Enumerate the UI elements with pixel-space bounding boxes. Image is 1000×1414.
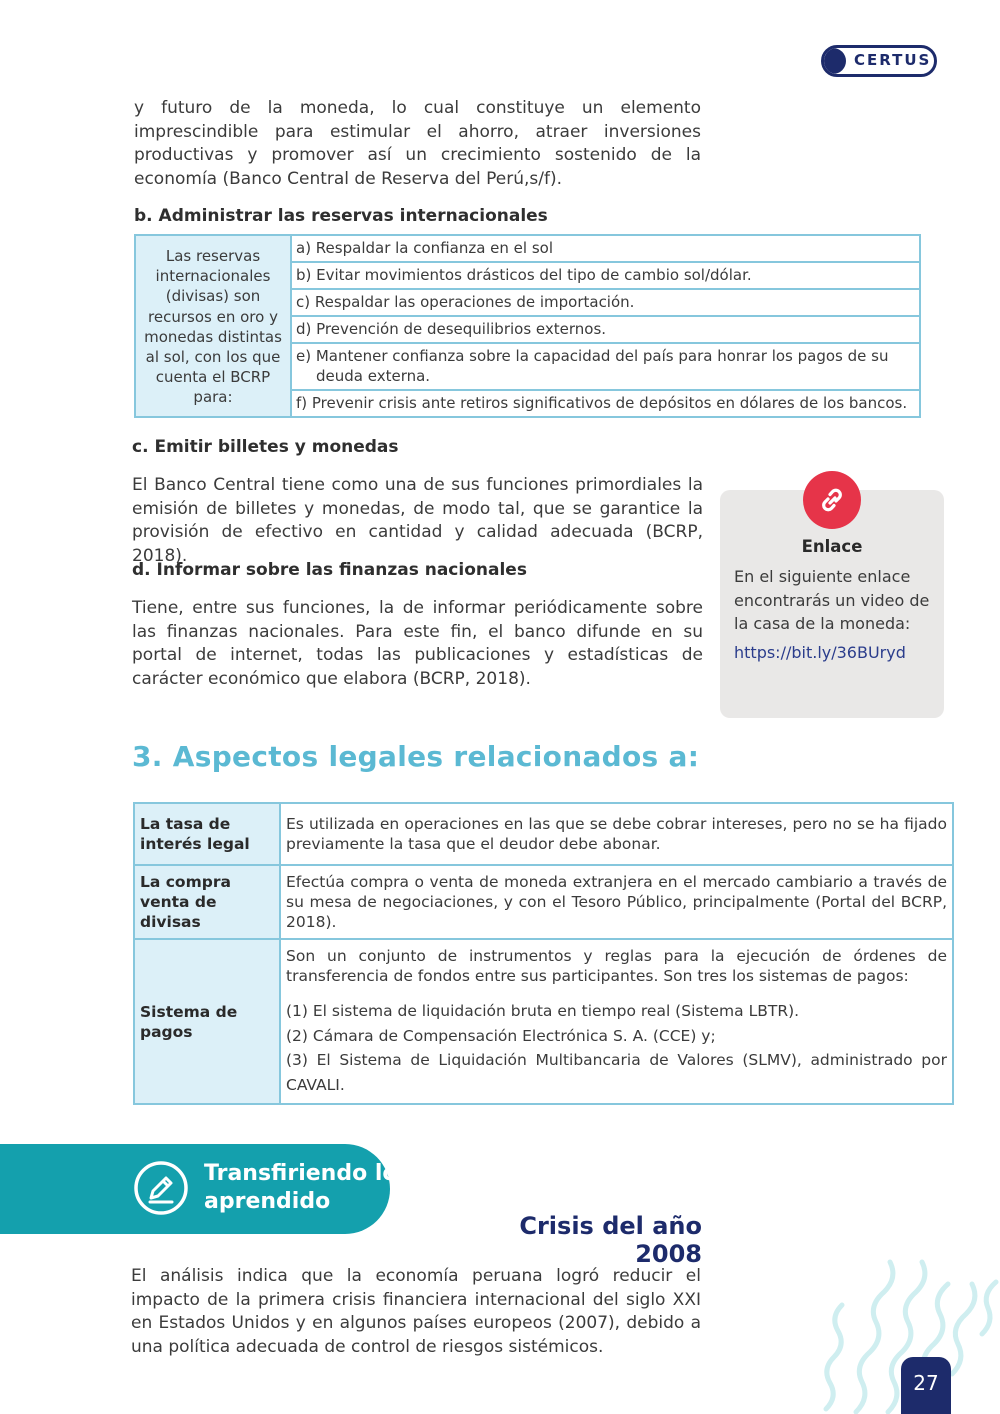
page-number: 27 xyxy=(901,1357,951,1414)
legal-label: La compra venta de divisas xyxy=(134,865,280,939)
link-icon-glyph xyxy=(816,484,848,516)
certus-logo xyxy=(821,45,937,77)
table-row xyxy=(135,235,920,262)
legal-label: Sistema de pagos xyxy=(134,939,280,1104)
section-c-heading: c. Emitir billetes y monedas xyxy=(132,437,399,457)
legal-text: Efectúa compra o venta de moneda extranjera en el mercado cambiario a través de su mesa de negociaciones, y con el Tesoro Público, principalmente (Portal del BCRP, 2018). xyxy=(280,865,953,939)
logo-text: CERTUS xyxy=(854,51,932,69)
banner-text xyxy=(204,1160,398,1216)
banner-line-2: aprendido xyxy=(204,1189,331,1214)
link-icon xyxy=(803,471,861,529)
logo-mark xyxy=(824,48,846,74)
section-c-body: El Banco Central tiene como una de sus funciones primordiales la emisión de billetes y monedas, de modo tal, que se garantice la provisión de efectivo en cantidad y calidad adecuada (BCRP, 2018). xyxy=(132,475,703,566)
crisis-body: El análisis indica que la economía peruana logró reducir el impacto de la primera crisis financiera internacional del siglo XXI en Estados Unidos y en algunos países europeos (2007), debido a una política adecuada de control de riesgos sistémicos. xyxy=(131,1266,701,1357)
list-item: (3) El Sistema de Liquidación Multibancaria de Valores (SLMV), administrado por CAVALI. xyxy=(286,1051,947,1094)
reserves-item: f) Prevenir crisis ante retiros significativos de depósitos en dólares de los bancos. xyxy=(291,390,920,417)
video-link[interactable]: https://bit.ly/36BUryd xyxy=(734,642,906,662)
reserves-item: c) Respaldar las operaciones de importación. xyxy=(291,289,920,316)
legal-text-cell xyxy=(280,939,953,1104)
reserves-lead-cell: Las reservas internacionales (divisas) son recursos en oro y monedas distintas al sol, con los que cuenta el BCRP para: xyxy=(135,235,291,417)
banner-line-1: Transfiriendo lo xyxy=(204,1161,398,1186)
reserves-item: d) Prevención de desequilibrios externos. xyxy=(291,316,920,343)
reserves-table xyxy=(134,234,921,418)
reserves-item-cell xyxy=(291,343,920,390)
table-row xyxy=(134,939,953,1104)
aside-body-wrap xyxy=(734,565,934,664)
aside-body: En el siguiente enlace encontrarás un video de la casa de la moneda: xyxy=(734,567,930,633)
section-3-heading: 3. Aspectos legales relacionados a: xyxy=(132,740,700,773)
reserves-item: b) Evitar movimientos drásticos del tipo de cambio sol/dólar. xyxy=(291,262,920,289)
legal-text: Es utilizada en operaciones en las que se debe cobrar intereses, pero no se ha fijado previamente la tasa que el deudor debe abonar. xyxy=(280,803,953,865)
pencil-icon-glyph xyxy=(133,1160,189,1216)
legal-text: Son un conjunto de instrumentos y reglas para la ejecución de órdenes de transferencia de fondos entre sus participantes. Son tres los sistemas de pagos: xyxy=(286,947,947,985)
table-row xyxy=(134,865,953,939)
list-item: (2) Cámara de Compensación Electrónica S. A. (CCE) y; xyxy=(286,1026,716,1045)
reserves-item: a) Respaldar la confianza en el sol xyxy=(291,235,920,262)
section-d-body: Tiene, entre sus funciones, la de informar periódicamente sobre las finanzas nacionales. Para este fin, el banco difunde en su portal de internet, todas las publicaciones y estadísticas de carácter económico que elabora (BCRP, 2018). xyxy=(132,598,703,689)
payment-systems-list xyxy=(286,999,947,1097)
intro-paragraph: y futuro de la moneda, lo cual constituye un elemento imprescindible para estimular el ahorro, atraer inversiones productivas y promover así un crecimiento sostenido de la economía (Banco Central de Reserva del Perú,s/f). xyxy=(134,98,701,189)
crisis-heading: Crisis del año 2008 xyxy=(519,1212,702,1268)
section-b-heading: b. Administrar las reservas internacionales xyxy=(134,206,548,226)
aside-title: Enlace xyxy=(801,537,863,556)
pencil-icon xyxy=(133,1160,189,1216)
reserves-item: e) Mantener confianza sobre la capacidad del país para honrar los pagos de su deuda externa. xyxy=(296,347,889,385)
list-item: (1) El sistema de liquidación bruta en tiempo real (Sistema LBTR). xyxy=(286,1002,800,1020)
table-row xyxy=(134,803,953,865)
legal-label: La tasa de interés legal xyxy=(134,803,280,865)
legal-aspects-table xyxy=(133,802,954,1105)
section-d-heading: d. Informar sobre las finanzas nacionales xyxy=(132,560,527,580)
